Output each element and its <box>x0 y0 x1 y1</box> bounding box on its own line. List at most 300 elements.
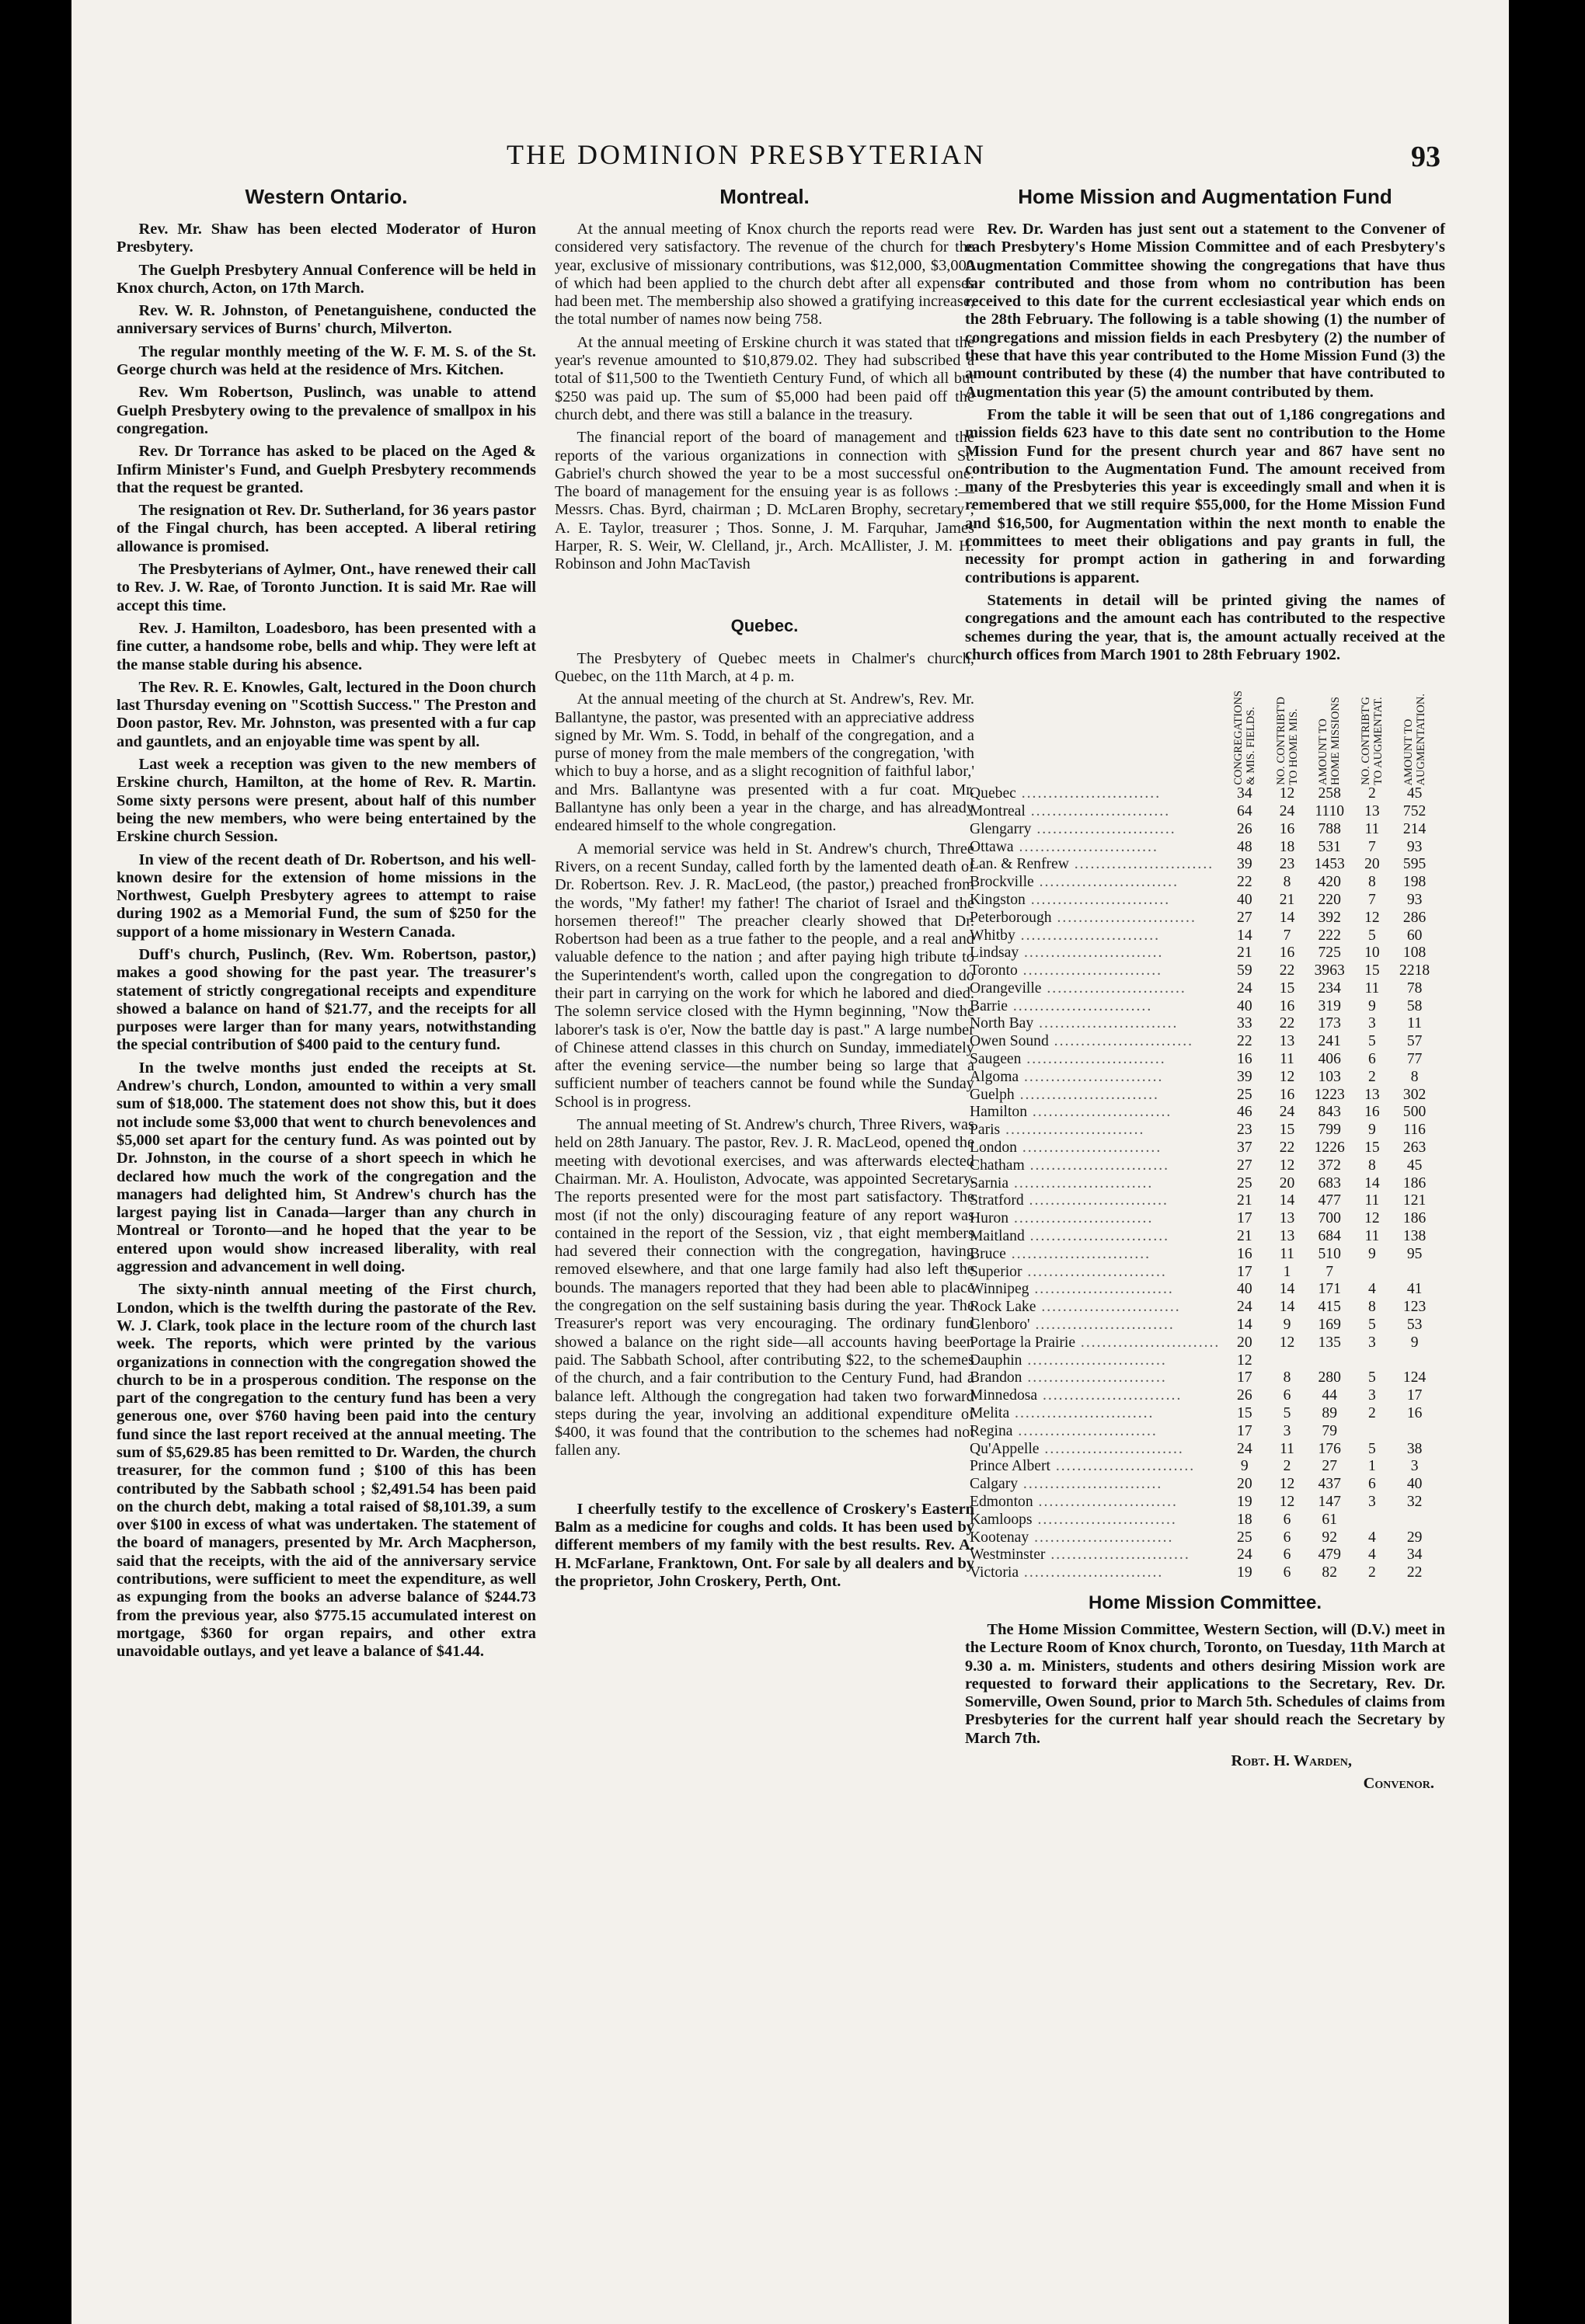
spacer <box>555 579 974 614</box>
table-row <box>970 1122 1436 1139</box>
table-row <box>970 1104 1436 1122</box>
table-row <box>970 821 1436 839</box>
table-header-row <box>970 669 1436 785</box>
dot-leader: .......................... <box>1050 1458 1196 1475</box>
dot-leader: .......................... <box>1045 1546 1190 1564</box>
table-row <box>970 1192 1436 1210</box>
presbytery-name-cell: Prince Albert .......................... <box>970 1458 1196 1475</box>
home-mission-report <box>965 221 1445 664</box>
table-cell: 25 <box>1237 1174 1252 1192</box>
presbytery-name-cell: Winnipeg .......................... <box>970 1281 1174 1298</box>
signature-name: Robt. H. Warden, <box>1231 1752 1352 1770</box>
table-cell: 8 <box>1283 1369 1291 1386</box>
table-cell: 22 <box>1237 874 1252 891</box>
dot-leader: .......................... <box>1019 1068 1164 1085</box>
dot-leader: .......................... <box>1041 979 1186 997</box>
table-row <box>970 1405 1436 1423</box>
news-item: The financial report of the board of management and the reports of the various organizations in connection with St. Gabriel's church showed the year to be a most successful one. The board of management for the ensuing year is as follows :—Messrs. Chas. Byrd, chairman ; D. McLaren Brophy, secretary ; A. E. Taylor, treasurer ; Thos. Sonne, J. M. Farquhar, James Harper, R. S. Weir, W. Clelland, jr., Arch. McAllister, J. M. H. Robinson and John MacTavish <box>555 429 974 573</box>
presbytery-name-cell: Orangeville .......................... <box>970 979 1186 997</box>
table-header-presbytery <box>970 669 1223 785</box>
table-cell: 14 <box>1364 1174 1380 1192</box>
spacer <box>555 1465 974 1501</box>
report-paragraph: Statements in detail will be printed giving the names of congregations and the amount each has contributed to the respective schemes during the year, that is, the amount actually received at the church offices from March 1901 to 28th February 1902. <box>965 591 1445 663</box>
table-cell: 8 <box>1367 1299 1376 1316</box>
news-item: Rev. W. R. Johnston, of Penetanguishene, conducted the anniversary services of Burns' church, Milverton. <box>117 302 536 338</box>
table-cell: 5 <box>1367 1440 1376 1457</box>
table-row <box>970 1529 1436 1547</box>
table-row <box>970 1369 1436 1387</box>
dot-leader: .......................... <box>1022 1352 1167 1369</box>
table-cell: 16 <box>1279 945 1295 962</box>
table-cell: 6 <box>1283 1564 1291 1581</box>
table-cell <box>1393 1423 1436 1441</box>
section-title-home-mission-fund: Home Mission and Augmentation Fund <box>1018 185 1392 208</box>
table-row <box>970 892 1436 910</box>
table-cell: 7 <box>1367 838 1376 855</box>
presbytery-name-cell: Glenboro' .......................... <box>970 1317 1175 1334</box>
table-row <box>970 1175 1436 1193</box>
table-cell: 9 <box>1410 1334 1419 1351</box>
dot-leader: .......................... <box>1005 1245 1151 1262</box>
presbytery-name-cell: Huron .......................... <box>970 1210 1154 1227</box>
presbytery-name-cell: Paris .......................... <box>970 1122 1145 1139</box>
table-cell: 27 <box>1237 909 1252 926</box>
presbytery-name-cell: Westminster .......................... <box>970 1546 1190 1564</box>
table-cell: 138 <box>1402 1228 1426 1245</box>
table-cell: 39 <box>1237 1068 1252 1085</box>
table-cell: 5 <box>1283 1405 1291 1422</box>
table-cell: 14 <box>1279 1192 1295 1209</box>
presbytery-name-cell: Toronto .......................... <box>970 962 1163 979</box>
table-cell: 2 <box>1283 1458 1291 1475</box>
table-cell: 24 <box>1279 802 1295 819</box>
presbytery-name-cell: Dauphin .......................... <box>970 1352 1167 1369</box>
table-cell: 19 <box>1237 1494 1252 1510</box>
table-cell: 39 <box>1237 856 1252 873</box>
table-cell: 14 <box>1279 909 1295 926</box>
news-item: Rev. J. Hamilton, Loadesboro, has been presented with a fine cutter, a handsome robe, bells and whip. They were left at the manse stable during his absence. <box>117 619 536 673</box>
table-row <box>970 945 1436 962</box>
presbytery-contributions-table <box>970 669 1436 1582</box>
table-cell: 176 <box>1318 1440 1341 1457</box>
table-cell: 15 <box>1364 962 1380 979</box>
dot-leader: .......................... <box>1068 856 1214 873</box>
presbytery-name-cell: London .......................... <box>970 1139 1162 1157</box>
dot-leader: .......................... <box>1013 838 1158 855</box>
presbytery-name-cell: Barrie .......................... <box>970 997 1153 1014</box>
table-row <box>970 1423 1436 1441</box>
table-cell: 17 <box>1237 1210 1252 1227</box>
dot-leader: .......................... <box>1037 1387 1183 1404</box>
dot-leader: .......................... <box>1022 1369 1167 1386</box>
table-cell: 725 <box>1318 945 1341 962</box>
table-cell: 11 <box>1407 1015 1423 1032</box>
presbytery-name-cell: Owen Sound .......................... <box>970 1033 1194 1050</box>
table-cell: 595 <box>1402 856 1426 873</box>
table-cell: 13 <box>1279 1228 1295 1245</box>
presbytery-name-cell: Algoma .......................... <box>970 1068 1164 1085</box>
table-cell <box>1266 1352 1308 1370</box>
dot-leader: .......................... <box>1031 820 1176 837</box>
news-item: Last week a reception was given to the new members of Erskine church, Hamilton, at the home of Rev. R. Martin. Some sixty persons were present, about half of this number being the new members, who were being entertained by the Erskine church Session. <box>117 756 536 846</box>
table-cell: 34 <box>1406 1546 1423 1564</box>
table-cell: 135 <box>1318 1334 1341 1351</box>
table-cell: 420 <box>1318 874 1341 891</box>
table-cell: 22 <box>1237 1033 1252 1050</box>
table-cell: 241 <box>1318 1033 1341 1050</box>
news-item: The resignation ot Rev. Dr. Sutherland, for 36 years pastor of the Fingal church, has been accepted. A liberal retiring allowance is promised. <box>117 502 536 555</box>
table-row <box>970 1157 1436 1175</box>
table-row <box>970 1476 1436 1494</box>
table-cell: 2 <box>1367 1405 1376 1422</box>
table-cell: 17 <box>1406 1387 1423 1404</box>
table-cell: 15 <box>1364 1139 1380 1157</box>
table-header: CONGREGATIONS & MIS. FIELDS. <box>1231 691 1257 786</box>
table-row <box>970 1441 1436 1459</box>
table-cell: 116 <box>1403 1122 1426 1139</box>
column-western-ontario <box>117 185 536 1666</box>
table-cell: 531 <box>1318 838 1341 855</box>
table-cell: 8 <box>1410 1068 1419 1085</box>
table-cell: 29 <box>1406 1529 1423 1546</box>
table-cell: 415 <box>1318 1299 1341 1316</box>
table-cell: 5 <box>1367 1033 1376 1050</box>
table-cell: 21 <box>1279 891 1295 908</box>
dot-leader: .......................... <box>1032 1511 1177 1528</box>
dot-leader: .......................... <box>1016 1139 1162 1157</box>
table-cell: 16 <box>1279 997 1295 1014</box>
table-cell: 48 <box>1237 838 1252 855</box>
table-cell: 9 <box>1367 1245 1376 1262</box>
table-row <box>970 1334 1436 1352</box>
presbytery-name-cell: Calgary .......................... <box>970 1476 1163 1493</box>
presbytery-name-cell: Kamloops .......................... <box>970 1511 1177 1528</box>
dot-leader: .......................... <box>1033 1494 1178 1510</box>
presbytery-name-cell: Chatham .......................... <box>970 1157 1170 1174</box>
table-cell: 95 <box>1406 1245 1423 1262</box>
table-cell <box>1351 1264 1394 1282</box>
table-cell: 13 <box>1279 1210 1295 1227</box>
table-cell: 220 <box>1318 891 1341 908</box>
table-cell: 25 <box>1237 1086 1252 1103</box>
table-cell: 11 <box>1280 1245 1294 1262</box>
table-cell: 59 <box>1237 962 1252 979</box>
table-cell: 16 <box>1237 1245 1252 1262</box>
page-number: 93 <box>1411 141 1440 173</box>
table-cell: 108 <box>1402 945 1426 962</box>
presbytery-name-cell: Qu'Appelle .......................... <box>970 1440 1184 1457</box>
committee-notice: The Home Mission Committee, Western Section, will (D.V.) meet in the Lecture Room of Knox church, Toronto, on Tuesday, 11th March at 9.30 a. m. Ministers, students and others desiring Mission work are requested to forward their applications to the Secretary, Rev. Dr. Somerville, Owen Sound, prior to March 5th. Schedules of claims from Presbyteries for the current half year should reach the Secretary by March 7th. <box>965 1620 1445 1747</box>
dot-leader: .......................... <box>1019 1564 1164 1581</box>
table-cell: 9 <box>1367 997 1376 1014</box>
table-cell: 16 <box>1279 1086 1295 1103</box>
table-row <box>970 1546 1436 1564</box>
table-row <box>970 1299 1436 1317</box>
presbytery-name-cell: Rock Lake .......................... <box>970 1299 1181 1316</box>
table-cell: 17 <box>1237 1422 1252 1439</box>
report-paragraph: Rev. Dr. Warden has just sent out a statement to the Convener of each Presbytery's Home Mission Committee and of each Presbytery's Augmentation Committee showing the congregations that have thus far contributed and those from whom no contribution has been received to this date for the current ecclesiastical year which ends on the 28th February. The following is a table showing (1) the number of congregations and mission fields in each Presbytery (2) the number of these that have this year contributed to the Home Mission Fund (3) the amount contributed by these (4) the number that have contributed to Augmentation this year (5) the amount contributed by them. <box>965 221 1445 401</box>
table-cell: 57 <box>1406 1033 1423 1050</box>
table-header: AMOUNT TO HOME MISSIONS <box>1317 697 1343 786</box>
table-cell: 40 <box>1237 997 1252 1014</box>
table-cell: 45 <box>1406 785 1423 802</box>
table-cell: 25 <box>1237 1529 1252 1546</box>
table-cell: 23 <box>1279 856 1295 873</box>
table-cell: 752 <box>1402 802 1426 819</box>
table-cell: 17 <box>1237 1369 1252 1386</box>
dot-leader: .......................... <box>1018 1476 1163 1493</box>
table-cell: 16 <box>1237 1051 1252 1068</box>
table-cell: 12 <box>1279 1476 1295 1493</box>
table-cell: 13 <box>1279 1033 1295 1050</box>
table-row <box>970 1051 1436 1069</box>
table-cell: 2218 <box>1399 962 1430 979</box>
table-cell: 1453 <box>1314 856 1345 873</box>
table-cell: 61 <box>1322 1511 1337 1528</box>
table-cell: 1226 <box>1314 1139 1345 1157</box>
table-cell <box>1308 1352 1351 1370</box>
table-row <box>970 874 1436 892</box>
news-item: The Guelph Presbytery Annual Conference will be held in Knox church, Acton, on 17th March. <box>117 261 536 297</box>
table-cell: 169 <box>1318 1317 1341 1334</box>
table-cell: 11 <box>1280 1051 1294 1068</box>
table-cell: 3 <box>1367 1494 1376 1510</box>
table-cell: 19 <box>1237 1564 1252 1581</box>
dot-leader: .......................... <box>1000 1122 1145 1139</box>
presbytery-name-cell: Maitland .......................... <box>970 1228 1170 1245</box>
table-cell: 500 <box>1402 1104 1426 1121</box>
table-cell: 11 <box>1364 1192 1380 1209</box>
dot-leader: .......................... <box>1025 802 1171 819</box>
presbytery-name-cell: Regina .......................... <box>970 1422 1158 1439</box>
table-cell: 2 <box>1367 1068 1376 1085</box>
table-cell: 24 <box>1237 1440 1252 1457</box>
table-cell: 9 <box>1367 1122 1376 1139</box>
dot-leader: .......................... <box>1009 1405 1155 1422</box>
dot-leader: .......................... <box>1019 945 1164 962</box>
table-cell: 38 <box>1406 1440 1423 1457</box>
table-cell: 40 <box>1237 891 1252 908</box>
table-cell: 3 <box>1367 1387 1376 1404</box>
table-cell: 6 <box>1367 1051 1376 1068</box>
table-row <box>970 927 1436 945</box>
section-title-montreal: Montreal. <box>719 185 810 208</box>
table-row <box>970 1210 1436 1228</box>
table-row <box>970 910 1436 927</box>
table-cell: 16 <box>1406 1405 1423 1422</box>
table-cell <box>1393 1512 1436 1529</box>
table-cell: 10 <box>1364 945 1380 962</box>
presbytery-name-cell: Lindsay .......................... <box>970 945 1164 962</box>
presbytery-name-cell: Sarnia .......................... <box>970 1174 1154 1192</box>
table-cell: 121 <box>1402 1192 1426 1209</box>
table-cell: 22 <box>1279 1139 1295 1157</box>
presbytery-name-cell: Kingston .......................... <box>970 891 1171 908</box>
table-cell: 20 <box>1237 1334 1252 1351</box>
table-cell: 16 <box>1279 820 1295 837</box>
dot-leader: .......................... <box>1021 1051 1166 1068</box>
table-cell: 32 <box>1406 1494 1423 1510</box>
news-item: Rev. Mr. Shaw has been elected Moderator of Huron Presbytery. <box>117 221 536 256</box>
table-cell: 477 <box>1318 1192 1341 1209</box>
table-cell <box>1393 1264 1436 1282</box>
dot-leader: .......................... <box>1024 1157 1170 1174</box>
presbytery-name-cell: Victoria .......................... <box>970 1564 1164 1581</box>
table-header: NO. CONTRIBT'D TO HOME MIS. <box>1274 697 1300 786</box>
table-cell: 12 <box>1279 1157 1295 1174</box>
table-cell: 123 <box>1402 1299 1426 1316</box>
presbytery-name-cell: Ottawa .......................... <box>970 838 1158 855</box>
table-cell: 40 <box>1406 1476 1423 1493</box>
news-item: The Rev. R. E. Knowles, Galt, lectured in the Doon church last Thursday evening on "Scottish Success." The Preston and Doon pastor, Rev. Mr. Johnston, was presented with a fur cap and gauntlets, and an enjoyable time was spent by all. <box>117 678 536 750</box>
table-cell: 11 <box>1364 979 1380 997</box>
table-cell: 26 <box>1237 820 1252 837</box>
table-cell: 58 <box>1406 997 1423 1014</box>
table-cell: 799 <box>1318 1122 1341 1139</box>
dot-leader: .......................... <box>1023 1192 1169 1209</box>
presbytery-name-cell: Peterborough .......................... <box>970 909 1197 926</box>
table-cell: 2 <box>1367 1564 1376 1581</box>
table-cell: 103 <box>1318 1068 1341 1085</box>
table-cell: 21 <box>1237 1228 1252 1245</box>
table-row <box>970 962 1436 980</box>
news-item: A memorial service was held in St. Andrew's church, Three Rivers, on a recent Sunday, called forth by the lamented death of Dr. Robertson. Rev. J. R. MacLeod, (the pastor,) preached from the words, "My father! my father! The chariot of Israel and the horsemen thereof!" The preacher clearly showed that Dr. Robertson had been as a true father to the people, and a real and valuable defence to the nation ; and after paying high tribute to the Superintendent's worth, called upon the congregation to do their part in carrying on the work for which he labored and died. The solemn service closed with the Hymn beginning, "Now the laborer's task is o'er, Now the battle day is past." A large number of Chinese attend classes in this church on Sunday, immediately after the evening service—the number being so large that a sufficient number of teachers cannot be found while the Sunday School is in progress. <box>555 840 974 1111</box>
table-cell: 17 <box>1237 1263 1252 1280</box>
table-cell: 89 <box>1322 1405 1337 1422</box>
table-cell: 27 <box>1322 1458 1337 1475</box>
table-header: NO. CONTRIBT'G TO AUGMENTAT. <box>1359 697 1385 786</box>
table-cell <box>1351 1352 1394 1370</box>
presbytery-name-cell: Portage la Prairie .......................... <box>970 1334 1221 1351</box>
table-cell: 26 <box>1237 1387 1252 1404</box>
table-cell: 7 <box>1283 927 1291 944</box>
presbytery-name-cell: Whitby .......................... <box>970 927 1161 944</box>
table-cell: 6 <box>1283 1529 1291 1546</box>
table-cell: 286 <box>1402 909 1426 926</box>
dot-leader: .......................... <box>1075 1334 1221 1351</box>
table-cell: 173 <box>1318 1015 1341 1032</box>
table-cell: 92 <box>1322 1529 1337 1546</box>
table-cell: 34 <box>1237 785 1252 802</box>
table-cell: 6 <box>1283 1546 1291 1564</box>
table-cell: 15 <box>1279 1122 1295 1139</box>
table-cell: 3963 <box>1314 962 1345 979</box>
table-cell: 46 <box>1237 1104 1252 1121</box>
table-row <box>970 1458 1436 1476</box>
table-cell: 392 <box>1318 909 1341 926</box>
table-row <box>970 980 1436 998</box>
table-row <box>970 1015 1436 1033</box>
table-row <box>970 1087 1436 1105</box>
table-cell: 93 <box>1406 838 1423 855</box>
table-cell: 18 <box>1237 1511 1252 1528</box>
table-cell: 21 <box>1237 945 1252 962</box>
table-cell: 258 <box>1318 785 1341 802</box>
dot-leader: .......................... <box>1029 1529 1174 1546</box>
table-cell: 12 <box>1237 1352 1252 1369</box>
dot-leader: .......................... <box>1015 927 1161 944</box>
table-cell: 1 <box>1283 1263 1291 1280</box>
news-item: At the annual meeting of the church at St. Andrew's, Rev. Mr. Ballantyne, the pastor, was presented with an appreciative address signed by Mr. Wm. S. Todd, in behalf of the congregation, and a purse of money from the male members of the congregation, 'with which to buy a horse, and as a slight recognition of faithful labor,' and Mrs. Ballantyne was presented with a fur coat. Mr. Ballantyne has only been a year in the charge, and has already endeared himself to the whole congregation. <box>555 691 974 835</box>
table-cell: 27 <box>1237 1157 1252 1174</box>
presbytery-name-cell: Kootenay .......................... <box>970 1529 1174 1546</box>
news-item: The regular monthly meeting of the W. F. M. S. of the St. George church was held at the residence of Mrs. Kitchen. <box>117 343 536 379</box>
table-cell: 24 <box>1237 1546 1252 1564</box>
presbytery-name-cell: Quebec .......................... <box>970 785 1162 802</box>
table-cell: 12 <box>1364 909 1380 926</box>
western-ontario-news <box>117 221 536 1661</box>
table-cell: 1 <box>1367 1458 1376 1475</box>
table-cell: 22 <box>1279 1015 1295 1032</box>
table-cell: 14 <box>1279 1281 1295 1298</box>
table-cell: 214 <box>1402 820 1426 837</box>
news-item: The annual meeting of St. Andrew's church, Three Rivers, was held on 28th January. The pastor, Rev. J. R. MacLeod, opened the meeting with devotional exercises, and was afterwards elected Chairman. Mr. A. Houliston, Advocate, was appointed Secretary. The reports presented were for the most part satisfactory. The most (if not the only) discouraging feature of any report was contained in the report of the Session, viz , that eight members had severed their connection with the congregation, having removed elsewhere, and that one large family had also left the bounds. The managers reported that they had been able to place the congregation on the self sustaining basis during the year. The Treasurer's report was very encouraging. The ordinary fund showed a balance on the right side—all accounts having been paid. The Sabbath School, after contributing $22, to the schemes of the church, and a fair contribution to the Century Fund, had a balance left. Although the congregation had taken two forward steps during the year, involving an additional expenditure of $400, it was found that the contribution to the schemes had not fallen any. <box>555 1116 974 1459</box>
dot-leader: .......................... <box>1012 1422 1158 1439</box>
table-row <box>970 839 1436 857</box>
table-cell: 12 <box>1364 1210 1380 1227</box>
report-paragraph: From the table it will be seen that out of 1,186 congregations and mission fields 623 have to this date sent no contribution to the Home Mission Fund for the present church year and 867 have sent no contribution to the Augmentation Fund. The amount received from many of the Presbyteries this year is exceedingly small and when it is remembered that we still require $55,000, for the Home Mission Fund and $16,500, for Augmentation within the next month to enable the committees to meet their obligations and pay grants in full, the necessity for prompt action in gathering in and forwarding contributions is apparent. <box>965 405 1445 586</box>
news-item: In view of the recent death of Dr. Robertson, and his well-known desire for the extension of home missions in the Northwest, Guelph Presbytery agrees to attempt to raise during 1902 as a Memorial Fund, the sum of $250 for the support of a home missionary in Western Canada. <box>117 851 536 941</box>
news-item: The Presbytery of Quebec meets in Chalmer's church, Quebec, on the 11th March, at 4 p. m. <box>555 649 974 685</box>
table-cell: 53 <box>1406 1317 1423 1334</box>
table-cell: 45 <box>1406 1157 1423 1174</box>
table-cell: 14 <box>1237 1317 1252 1334</box>
table-cell: 1110 <box>1315 802 1345 819</box>
news-item: In the twelve months just ended the receipts at St. Andrew's church, London, amounted to within a very small sum of $18,000. The statement does not show this, but it does not include some $3,000 that went to church benevolences and $5,000 set apart for the century fund. As was pointed out by Dr. Johnston, in the course of a short speech in which he declared how much the work of the congregation and the managers had delighted him, St Andrew's church has the largest paying list in Canada—larger than any church in Montreal or Toronto—and he hoped that the year to be entered upon would show increased liberality, with real aggression and advancement in well doing. <box>117 1059 536 1276</box>
dot-leader: .......................... <box>1051 909 1197 926</box>
table-cell: 147 <box>1318 1494 1341 1510</box>
table-cell: 11 <box>1364 820 1380 837</box>
table-cell: 479 <box>1318 1546 1341 1564</box>
table-cell <box>1351 1512 1394 1529</box>
news-item: The Presbyterians of Aylmer, Ont., have renewed their call to Rev. J. W. Rae, of Toronto Junction. It is said Mr. Rae will accept this time. <box>117 561 536 614</box>
dot-leader: .......................... <box>1039 1440 1184 1457</box>
table-cell: 23 <box>1237 1122 1252 1139</box>
table-row <box>970 1317 1436 1334</box>
table-row <box>970 1352 1436 1370</box>
table-cell: 24 <box>1279 1104 1295 1121</box>
table-cell: 4 <box>1367 1529 1376 1546</box>
dot-leader: .......................... <box>1007 997 1153 1014</box>
dot-leader: .......................... <box>1029 1317 1175 1334</box>
table-cell: 437 <box>1318 1476 1341 1493</box>
table-cell: 79 <box>1322 1422 1337 1439</box>
table-row <box>970 1387 1436 1405</box>
presbytery-name-cell: Edmonton .......................... <box>970 1494 1178 1510</box>
table-cell: 15 <box>1237 1405 1252 1422</box>
dot-leader: .......................... <box>1008 1210 1154 1227</box>
presbytery-name-cell: Superior .......................... <box>970 1263 1167 1280</box>
table-cell: 11 <box>1280 1440 1294 1457</box>
table-cell: 5 <box>1367 1369 1376 1386</box>
table-cell: 6 <box>1367 1476 1376 1493</box>
table-cell: 263 <box>1402 1139 1426 1157</box>
table-cell: 3 <box>1283 1422 1291 1439</box>
table-cell: 222 <box>1318 927 1341 944</box>
testimonial-ad: I cheerfully testify to the excellence of Croskery's Eastern Balm as a medicine for coughs and colds. It has been used by different members of my family with the best results. Rev. A. H. McFarlane, Franktown, Ont. For sale by all dealers and by the proprietor, John Croskery, Perth, Ont. <box>555 1500 974 1590</box>
dot-leader: .......................... <box>1036 1299 1181 1316</box>
page-header <box>71 138 1509 179</box>
table-cell: 3 <box>1367 1334 1376 1351</box>
table-cell: 82 <box>1322 1564 1337 1581</box>
table-cell: 2 <box>1367 785 1376 802</box>
table-cell: 40 <box>1237 1281 1252 1298</box>
table-cell: 60 <box>1406 927 1423 944</box>
presbytery-name-cell: Montreal .......................... <box>970 802 1171 819</box>
table-cell <box>1351 1423 1394 1441</box>
table-cell: 5 <box>1367 1317 1376 1334</box>
table-cell: 20 <box>1237 1476 1252 1493</box>
